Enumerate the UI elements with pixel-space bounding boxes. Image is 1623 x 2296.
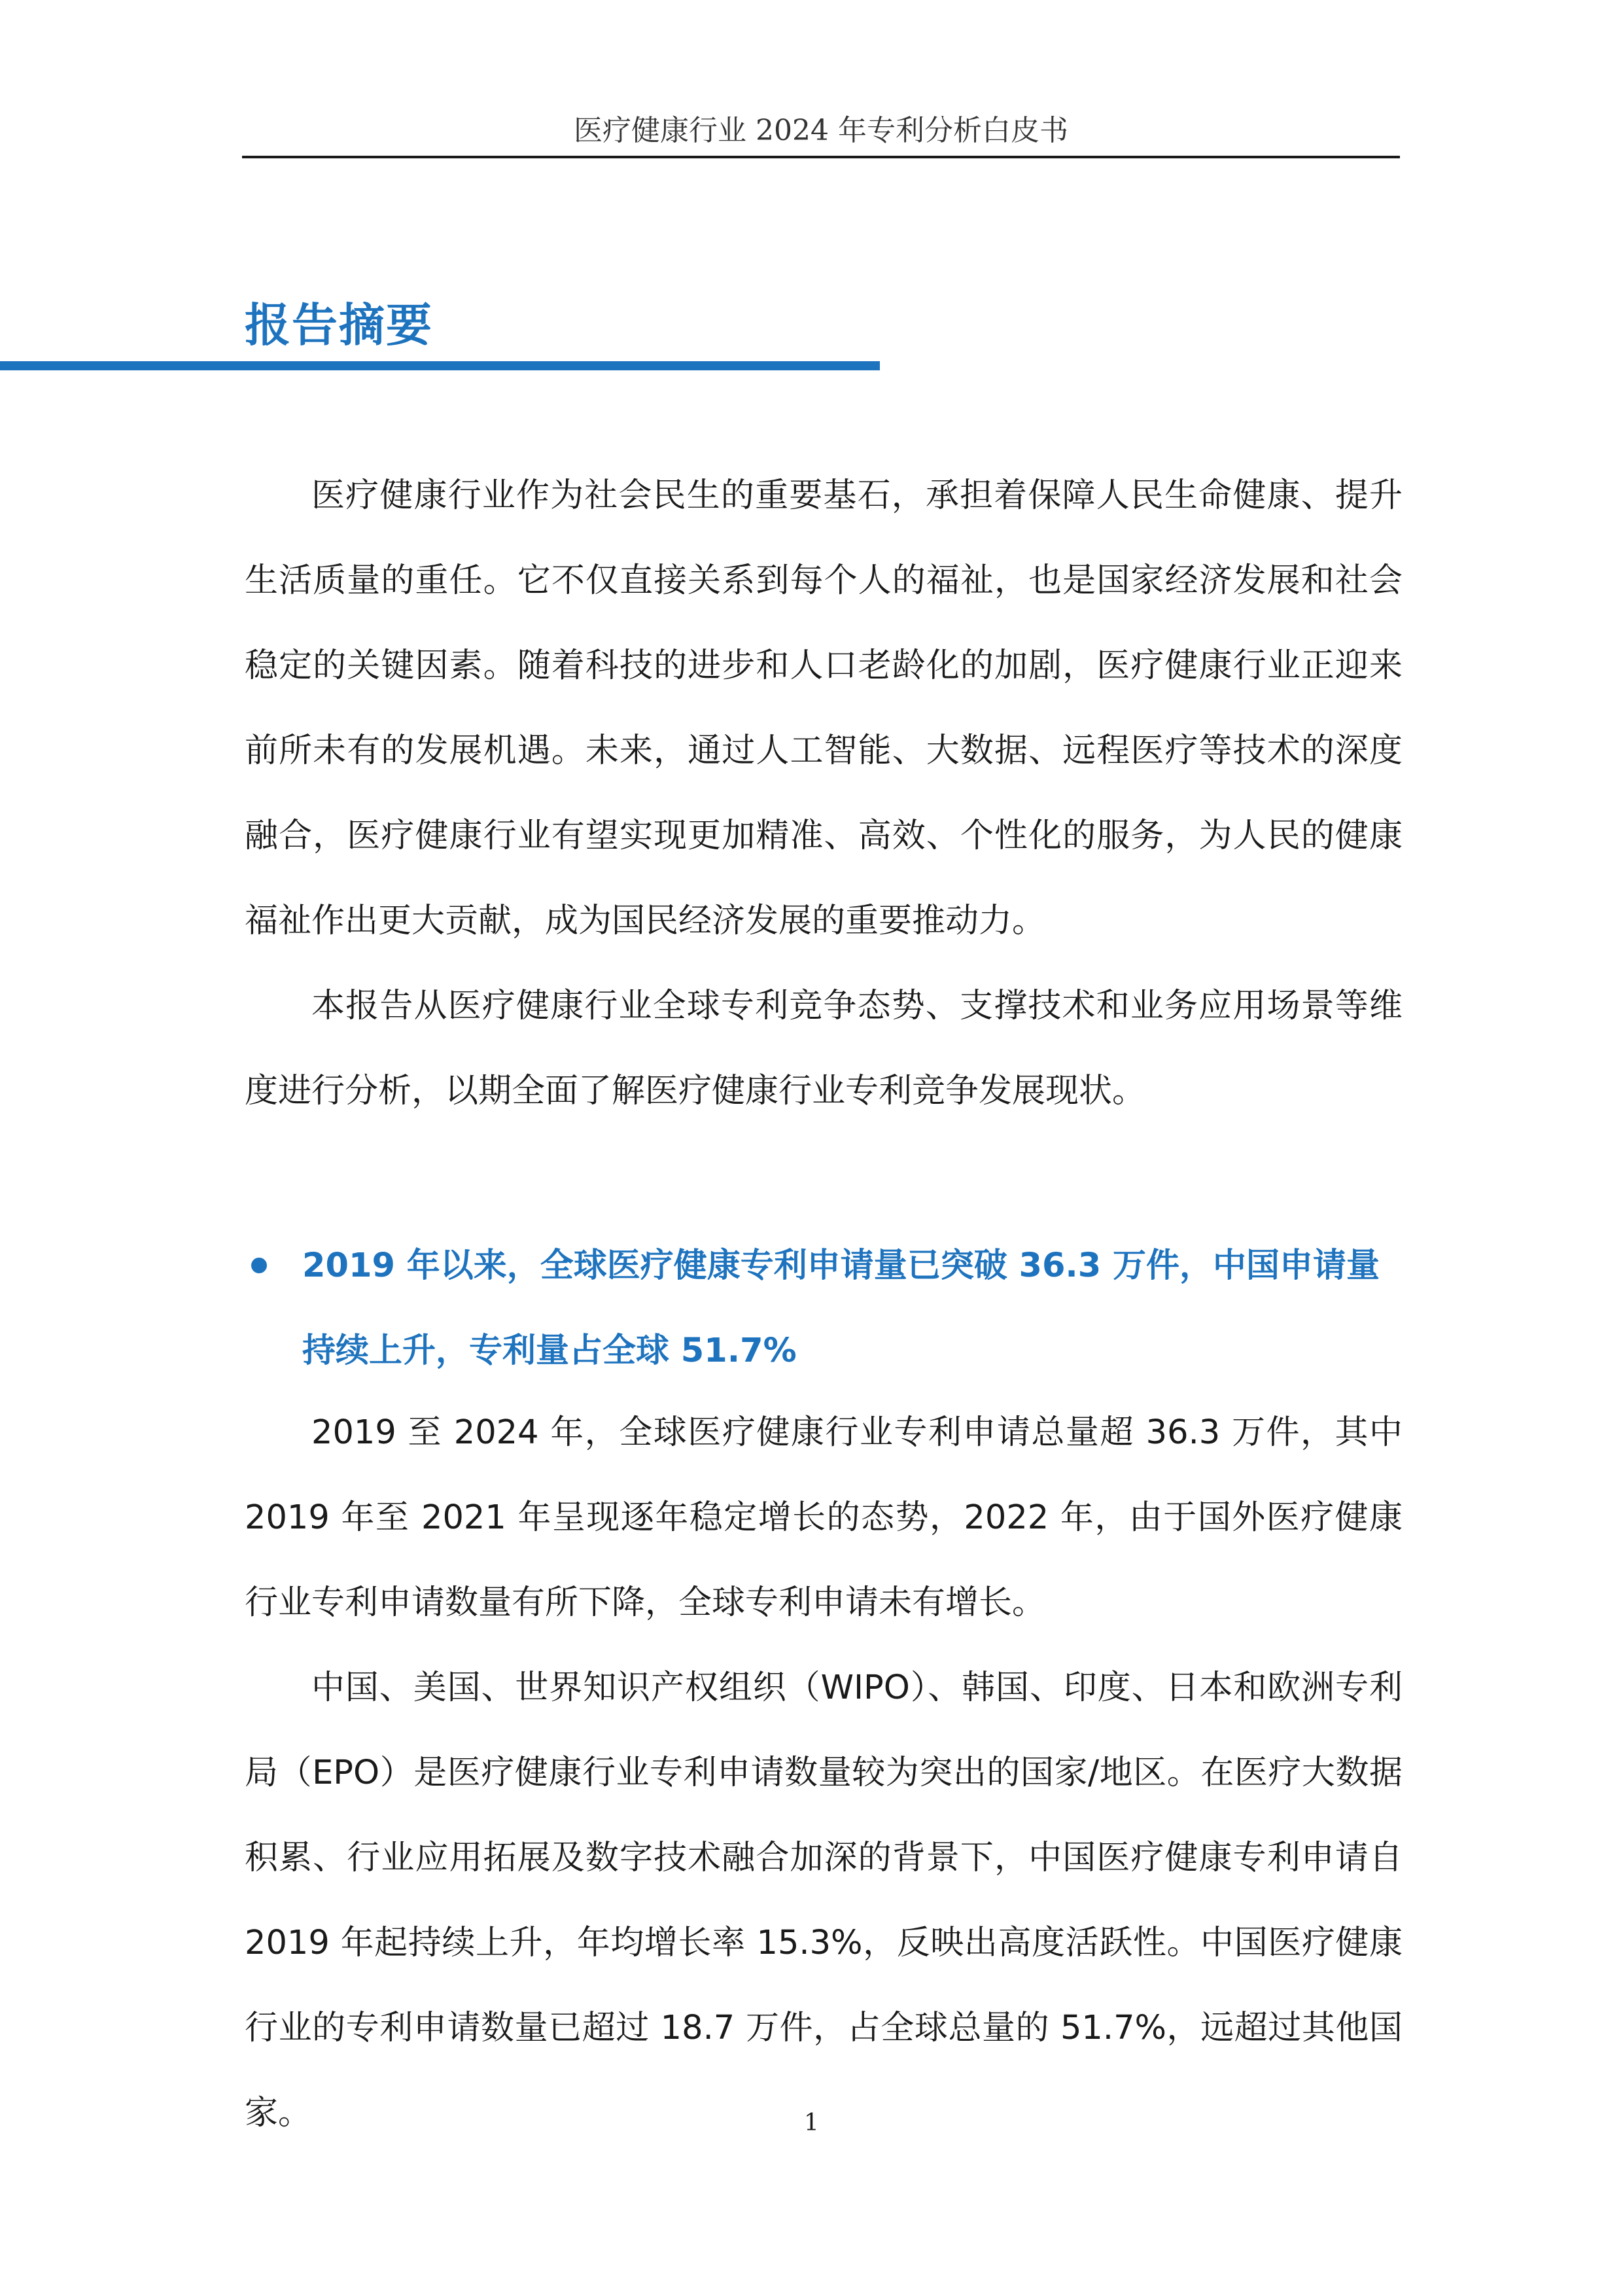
intro-paragraph: 医疗健康行业作为社会民生的重要基石，承担着保障人民生命健康、提升生活质量的重任。它不仅直接关系到每个人的福祉，也是国家经济发展和社会稳定的关键因素。随着科技的进步和人口老龄化的加剧，医疗健康行业正迎来前所未有的发展机遇。未来，通过人工智能、大数据、远程医疗等技术的深度融合，医疗健康行业有望实现更加精准、高效、个性化的服务，为人民的健康福祉作出更大贡献，成为国民经济发展的重要推动力。: [245, 476, 1403, 940]
header-divider: [242, 156, 1400, 158]
highlight-body-paragraph-2: 中国、美国、世界知识产权组织（WIPO）、韩国、印度、日本和欧洲专利局（EPO）是医疗健康行业专利申请数量较为突出的国家/地区。在医疗大数据积累、行业应用拓展及数字技术融合加深的背景下，中国医疗健康专利申请自 2019 年起持续上升，年均增长率 15.3%，反映出高度活跃性。中国医疗健康行业的专利申请数量已超过 18.7 万件，占全球总量的 51.7%，远超过其他国家。: [245, 1669, 1403, 2132]
highlight-body-paragraph-1: 2019 至 2024 年，全球医疗健康行业专利申请总量超 36.3 万件，其中 2019 年至 2021 年呈现逐年稳定增长的态势，2022 年，由于国外医疗健康行业专利申请数量有所下降，全球专利申请未有增长。: [245, 1413, 1403, 1622]
section-title-underline: [0, 361, 880, 370]
highlight-heading: 2019 年以来，全球医疗健康专利申请量已突破 36.3 万件，中国申请量持续上升，专利量占全球 51.7%: [302, 1246, 1380, 1370]
page-number: 1: [804, 2110, 819, 2136]
running-header: 医疗健康行业 2024 年专利分析白皮书: [574, 114, 1068, 147]
section-title: 报告摘要: [245, 298, 433, 352]
bullet-icon: [251, 1258, 267, 1273]
scope-paragraph: 本报告从医疗健康行业全球专利竞争态势、支撑技术和业务应用场景等维度进行分析，以期全面了解医疗健康行业专利竞争发展现状。: [245, 987, 1403, 1110]
